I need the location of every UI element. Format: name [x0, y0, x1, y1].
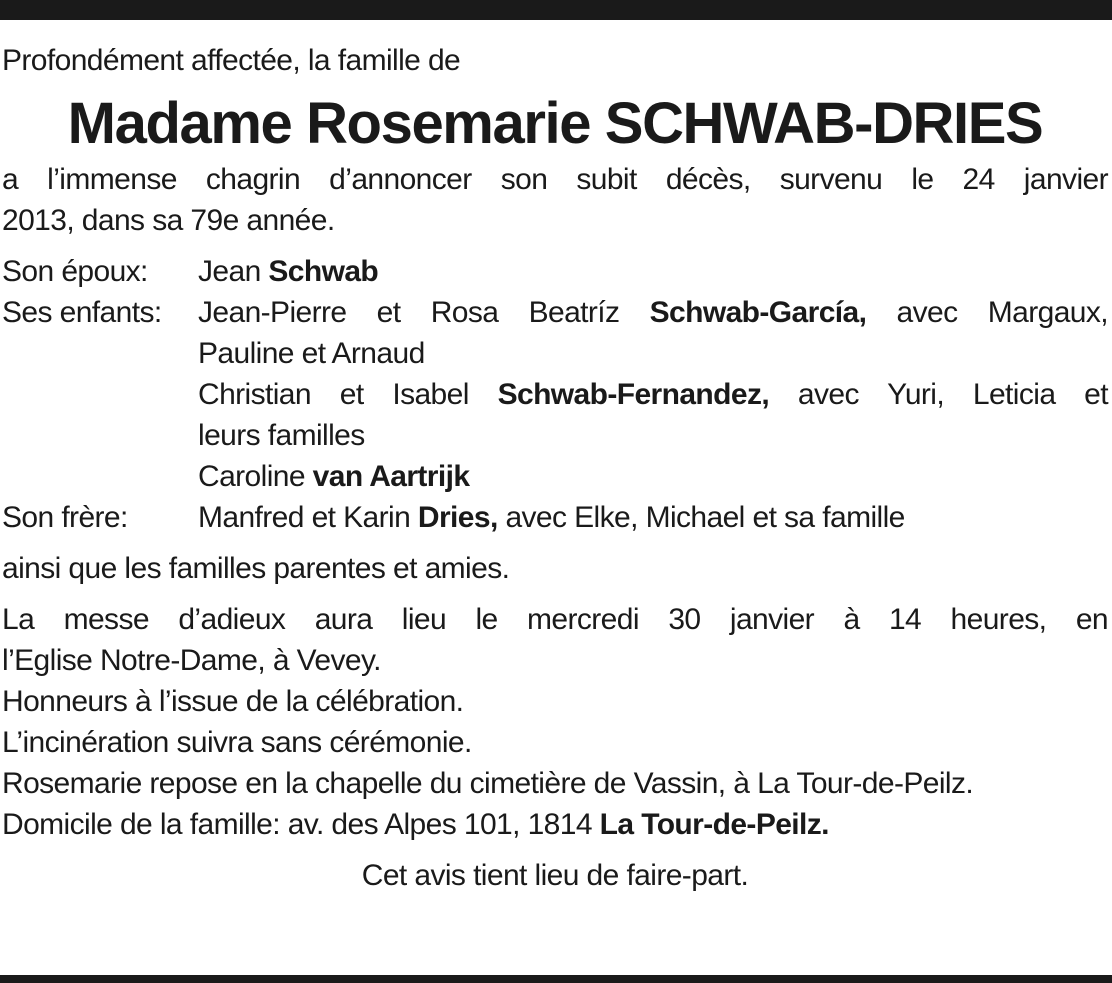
top-rule	[0, 0, 1112, 20]
family-list	[2, 251, 1108, 538]
child-surname: Schwab-Fernandez,	[497, 378, 770, 411]
cremation-text: L’incinération suivra sans cérémonie.	[2, 726, 472, 759]
child-surname: van Aartrijk	[312, 460, 470, 493]
child-entry	[198, 292, 1108, 374]
child-entry	[198, 374, 1108, 456]
child-entry-line-2: Pauline et Arnaud	[198, 337, 425, 370]
announcement-line-1: a l’immense chagrin d’annoncer son subit décès, survenu le 24 janvier	[2, 163, 1108, 196]
spouse-value	[198, 251, 1108, 292]
family-home	[2, 804, 1108, 845]
closing-text: Cet avis tient lieu de faire-part.	[361, 859, 749, 892]
family-home-city: La Tour-de-Peilz.	[599, 808, 829, 841]
brother-value	[198, 497, 1108, 538]
brother-surname: Dries,	[417, 501, 498, 534]
announcement	[2, 159, 1108, 241]
notice-body	[2, 40, 1108, 896]
mass-line-2: l’Eglise Notre-Dame, à Vevey.	[2, 644, 381, 677]
relatives-text: ainsi que les familles parentes et amies.	[2, 552, 510, 585]
ceremony-details	[2, 599, 1108, 845]
spouse-surname: Schwab	[268, 255, 379, 288]
child-entry-line-1	[198, 292, 1108, 333]
spouse-label: Son époux:	[2, 255, 148, 288]
child-entry-line-1	[198, 456, 1108, 497]
intro-text: Profondément affectée, la famille de	[2, 44, 461, 77]
brother-rest: avec Elke, Michael et sa famille	[497, 501, 905, 534]
child-entry	[198, 456, 1108, 497]
child-given: Caroline	[198, 460, 313, 493]
children-value	[198, 292, 1108, 497]
bottom-rule	[0, 975, 1112, 983]
child-rest: avec Yuri, Leticia et	[769, 378, 1108, 411]
child-entry-line-1	[198, 374, 1108, 415]
spouse-given: Jean	[198, 255, 269, 288]
resting-place-text: Rosemarie repose en la chapelle du cimetière de Vassin, à La Tour-de-Peilz.	[2, 767, 974, 800]
family-row-brother	[2, 497, 1108, 538]
brother-given: Manfred et Karin	[198, 501, 418, 534]
announcement-line-2: 2013, dans sa 79e année.	[2, 204, 335, 237]
child-surname: Schwab-García,	[649, 296, 867, 329]
children-label: Ses enfants:	[2, 296, 162, 329]
family-row-spouse	[2, 251, 1108, 292]
deceased-name: Madame Rosemarie SCHWAB-DRIES	[67, 91, 1043, 156]
child-rest: avec Margaux,	[866, 296, 1109, 329]
brother-label: Son frère:	[2, 501, 128, 534]
family-home-address: Domicile de la famille: av. des Alpes 101, 1814	[2, 808, 600, 841]
child-entry-line-2: leurs familles	[198, 419, 365, 452]
child-given: Jean-Pierre et Rosa Beatríz	[198, 296, 650, 329]
honours-text: Honneurs à l’issue de la célébration.	[2, 685, 464, 718]
child-given: Christian et Isabel	[198, 378, 498, 411]
family-row-children	[2, 292, 1108, 497]
mass-line-1: La messe d’adieux aura lieu le mercredi 30 janvier à 14 heures, en	[2, 603, 1108, 636]
